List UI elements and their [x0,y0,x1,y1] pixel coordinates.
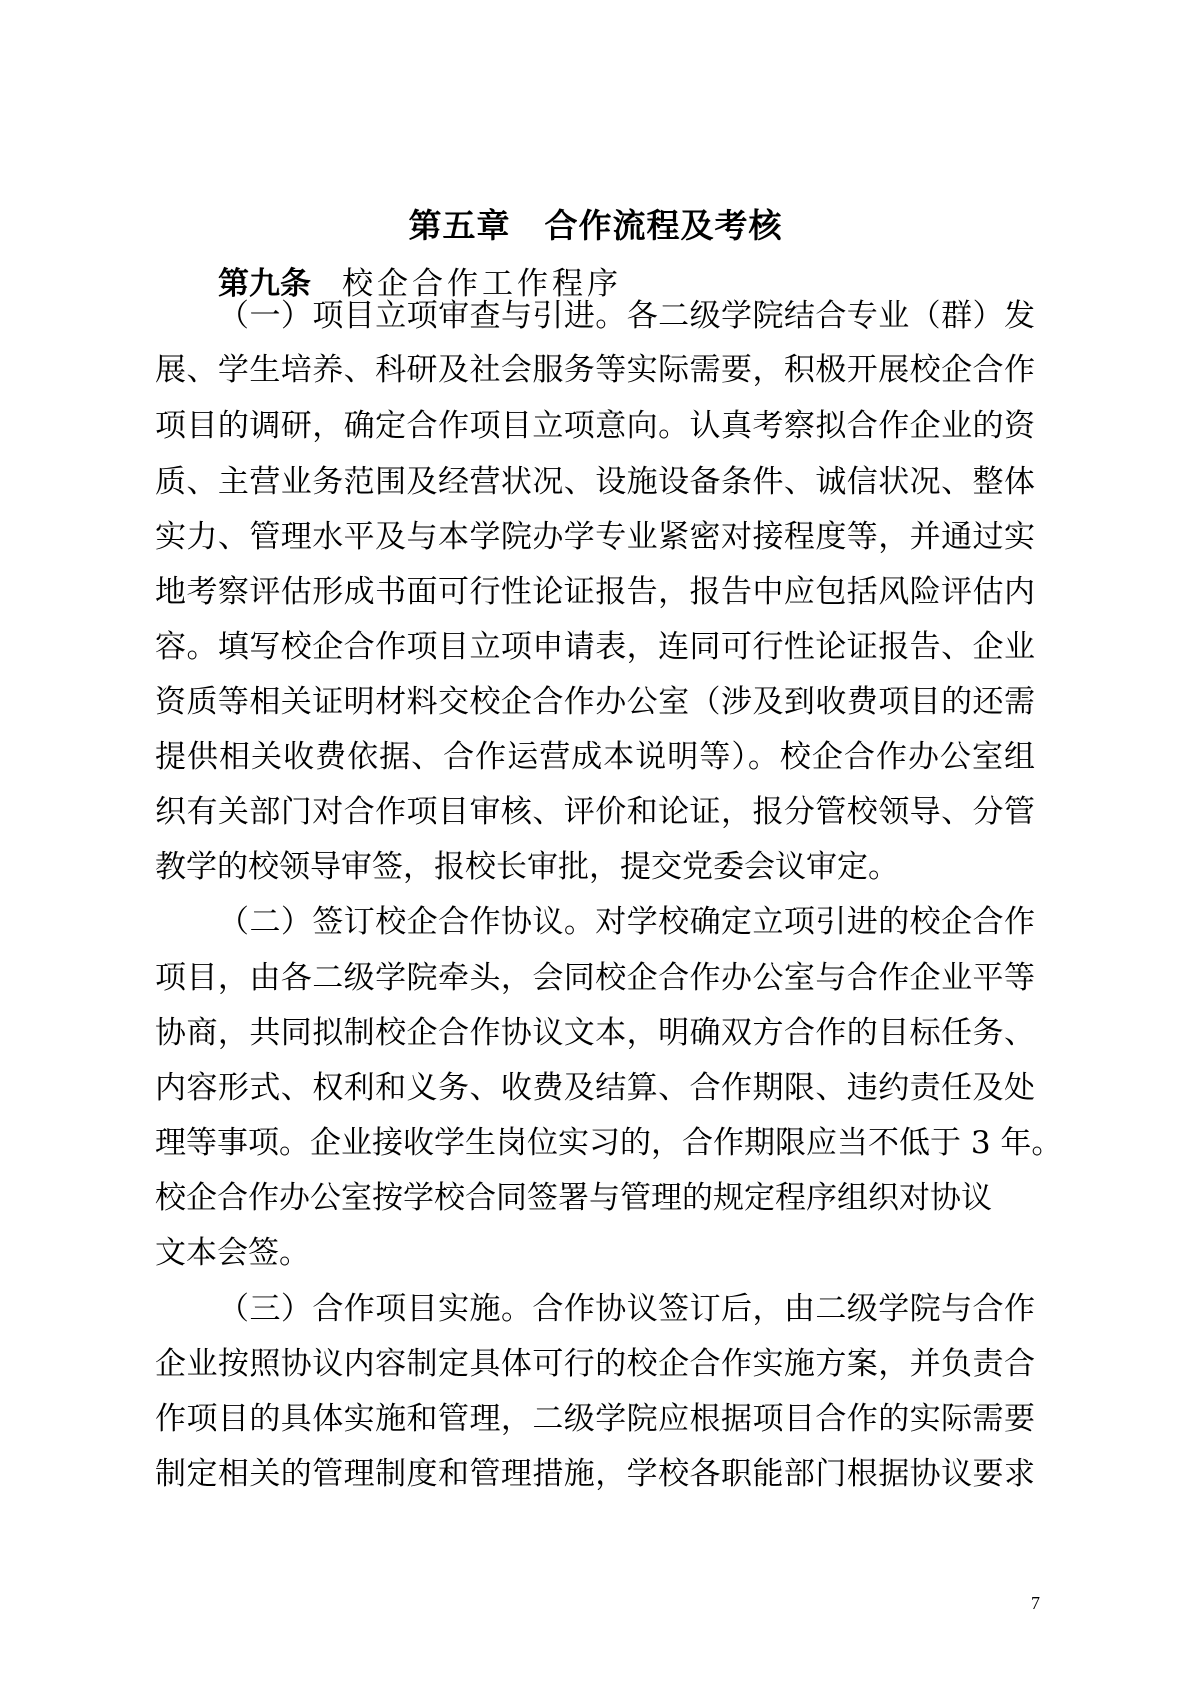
paragraph-line: 教学的校领导审签，报校长审批，提交党委会议审定。 [155,849,899,885]
paragraph-line: 项目，由各二级学院牵头，会同校企合作办公室与合作企业平等 [155,960,1035,996]
paragraph-line: 地考察评估形成书面可行性论证报告，报告中应包括风险评估内 [155,574,1035,610]
paragraph-line: 文本会签。 [155,1235,310,1271]
paragraph-line: 协商，共同拟制校企合作协议文本，明确双方合作的目标任务、 [155,1015,1035,1051]
paragraph-line: 项目的调研，确定合作项目立项意向。认真考察拟合作企业的资 [155,408,1035,444]
paragraph-line: 资质等相关证明材料交校企合作办公室（涉及到收费项目的还需 [155,684,1035,720]
paragraph-line: 质、主营业务范围及经营状况、设施设备条件、诚信状况、整体 [155,464,1035,500]
article-number: 第九条 [218,266,311,302]
paragraph-line: 制定相关的管理制度和管理措施，学校各职能部门根据协议要求 [155,1456,1035,1492]
paragraph-line: 理等事项。企业接收学生岗位实习的，合作期限应当不低于 3 年。 [155,1125,1063,1161]
page-number: 7 [1031,1593,1040,1613]
paragraph-line: 织有关部门对合作项目审核、评价和论证，报分管校领导、分管 [155,794,1035,830]
paragraph-line: 作项目的具体实施和管理，二级学院应根据项目合作的实际需要 [155,1401,1035,1437]
paragraph-line: （二）签订校企合作协议。对学校确定立项引进的校企合作 [218,904,1035,940]
paragraph-line: 展、学生培养、科研及社会服务等实际需要，积极开展校企合作 [155,352,1035,388]
paragraph-line: 内容形式、权利和义务、收费及结算、合作期限、违约责任及处 [155,1070,1035,1106]
chapter-title: 第五章 合作流程及考核 [408,206,783,245]
paragraph-line: 提供相关收费依据、合作运营成本说明等）。校企合作办公室组 [155,739,1035,775]
paragraph-line: 实力、管理水平及与本学院办学专业紧密对接程度等，并通过实 [155,519,1035,555]
article-title: 校企合作工作程序 [342,266,622,302]
paragraph-line: 校企合作办公室按学校合同签署与管理的规定程序组织对协议 [155,1180,992,1216]
paragraph-line: （三）合作项目实施。合作协议签订后，由二级学院与合作 [218,1291,1035,1327]
paragraph-line: （一）项目立项审查与引进。各二级学院结合专业（群）发 [218,298,1035,334]
paragraph-line: 容。填写校企合作项目立项申请表，连同可行性论证报告、企业 [155,629,1035,665]
paragraph-line: 企业按照协议内容制定具体可行的校企合作实施方案，并负责合 [155,1346,1035,1382]
